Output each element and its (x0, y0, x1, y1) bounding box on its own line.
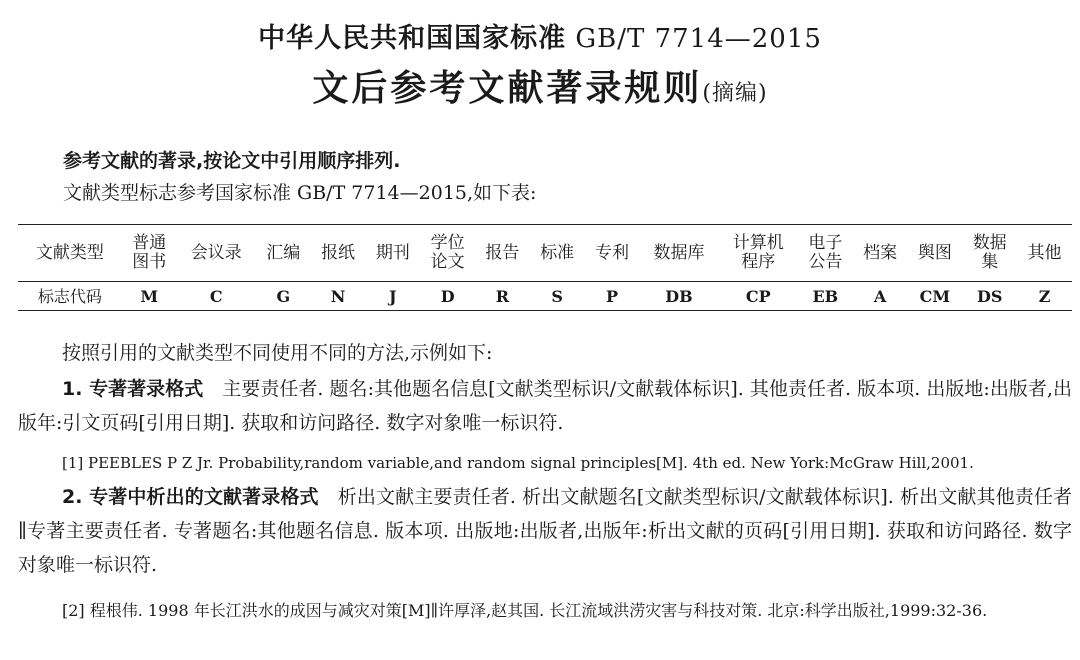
code-cell: CM (908, 282, 963, 311)
type-cell-line: 档案 (863, 242, 898, 263)
type-cell-line: 报告 (485, 242, 520, 263)
document-title (0, 16, 1080, 55)
code-cell: R (475, 282, 530, 311)
type-cell-line: 舆图 (917, 242, 952, 263)
code-cell: D (420, 282, 475, 311)
code-row (18, 282, 1072, 311)
code-cell: DS (962, 282, 1017, 311)
code-cell: CP (719, 282, 798, 311)
type-cell-line: 图书 (132, 252, 167, 272)
type-cell (585, 225, 640, 282)
intro-line-2: 文献类型标志参考国家标准 GB/T 7714—2015,如下表: (63, 182, 537, 204)
type-cell (853, 225, 908, 282)
type-cell-line: 会议录 (190, 242, 242, 263)
code-cell: G (256, 282, 311, 311)
example-1: [1] PEEBLES P Z Jr. Probability,random variable,and random signal principles[M]. 4th ed. New York:McGraw Hill,2001. (62, 454, 974, 472)
type-cell (530, 225, 585, 282)
type-cell (639, 225, 718, 282)
type-cell (962, 225, 1017, 282)
code-cell: J (365, 282, 420, 311)
type-cell-line: 程序 (741, 252, 776, 272)
code-cell: A (853, 282, 908, 311)
section-2 (18, 480, 1072, 582)
section-2-heading: 2. 专著中析出的文献著录格式 (62, 486, 319, 508)
code-header-label: 标志代码 (18, 282, 122, 311)
section-1-text: 主要责任者. 题名:其他题名信息[文献类型标识/文献载体标识]. 其他责任者. 版本项. 出版地:出版者,出版年:引文页码[引用日期]. 获取和访问路径. 数字对象唯一标识符. (18, 378, 1072, 434)
code-cell: C (177, 282, 256, 311)
code-cell: N (311, 282, 366, 311)
type-cell-line: 计算机 (732, 233, 784, 253)
code-cell: P (585, 282, 640, 311)
type-cell-line: 公告 (808, 252, 843, 272)
intro-line-1: 参考文献的著录,按论文中引用顺序排列. (63, 150, 401, 172)
example-2: [2] 程根伟. 1998 年长江洪水的成因与减灾对策[M]∥许厚泽,赵其国. 长江流域洪涝灾害与科技对策. 北京:科学出版社,1999:32-36. (62, 601, 988, 620)
type-cell-line: 普通 (132, 233, 167, 253)
type-cell-line: 电子 (808, 233, 843, 253)
type-cell-line: 汇编 (266, 242, 301, 263)
type-cell (908, 225, 963, 282)
type-cell (365, 225, 420, 282)
subtitle-note: (摘编) (702, 81, 768, 106)
document-subtitle (0, 60, 1080, 111)
type-cell (475, 225, 530, 282)
section-1-heading: 1. 专著著录格式 (62, 378, 204, 400)
standard-name: 中华人民共和国国家标准 (258, 23, 567, 54)
type-cell (719, 225, 798, 282)
type-cell (1017, 225, 1072, 282)
type-cell-line: 学位 (430, 233, 465, 253)
standard-code: GB/T 7714—2015 (566, 24, 822, 54)
type-header-label: 文献类型 (18, 225, 122, 282)
type-cell-line: 报纸 (321, 242, 356, 263)
type-cell-line: 标准 (540, 242, 575, 263)
type-cell (420, 225, 475, 282)
type-cell-line: 期刊 (375, 242, 410, 263)
examples-lead: 按照引用的文献类型不同使用不同的方法,示例如下: (62, 342, 493, 364)
type-cell (122, 225, 177, 282)
subtitle-text: 文后参考文献著录规则 (312, 68, 703, 109)
document-type-table (18, 224, 1072, 311)
type-cell-line: 专利 (594, 242, 629, 263)
code-cell: EB (798, 282, 853, 311)
type-cell-line: 数据库 (653, 242, 705, 263)
section-1 (18, 372, 1072, 440)
type-cell (177, 225, 256, 282)
type-cell-line: 论文 (430, 252, 465, 272)
type-cell-line: 其他 (1027, 242, 1062, 263)
type-cell (256, 225, 311, 282)
code-cell: M (122, 282, 177, 311)
type-cell-line: 数据 (972, 233, 1007, 253)
code-cell: S (530, 282, 585, 311)
type-row (18, 225, 1072, 282)
type-cell (798, 225, 853, 282)
code-cell: DB (639, 282, 718, 311)
section-2-text: 析出文献主要责任者. 析出文献题名[文献类型标识/文献载体标识]. 析出文献其他责任者∥专著主要责任者. 专著题名:其他题名信息. 版本项. 出版地:出版者,出版年:析出文献的页码[引用日期]. 获取和访问路径. 数字对象唯一标识符. (18, 486, 1072, 576)
code-cell: Z (1017, 282, 1072, 311)
type-cell (311, 225, 366, 282)
type-cell-line: 集 (981, 252, 999, 272)
